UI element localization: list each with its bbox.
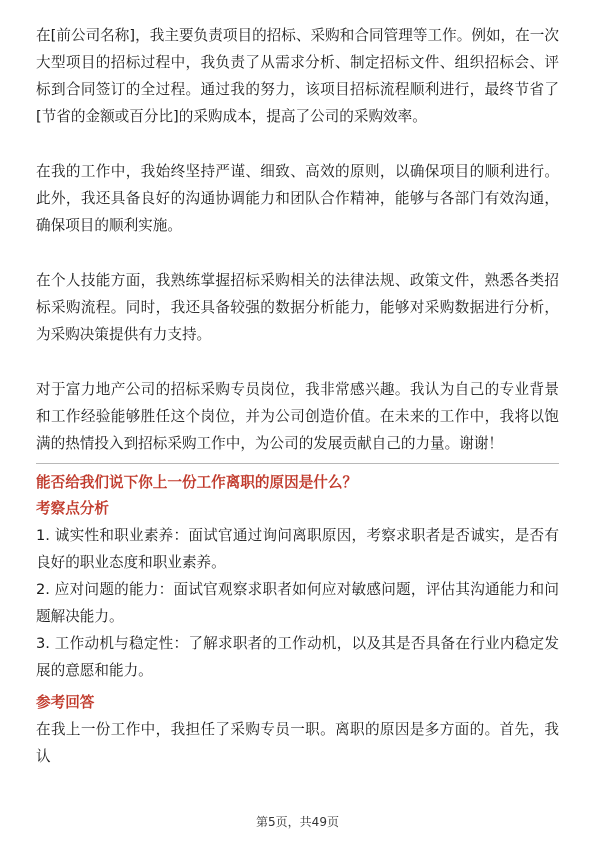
analysis-heading: 考察点分析 <box>36 500 109 517</box>
paragraph-interest: 对于富力地产公司的招标采购专员岗位，我非常感兴趣。我认为自己的专业背景和工作经验能够胜任这个岗位，并为公司创造价值。在未来的工作中，我将以饱满的热情投入到招标采购工作中，为公司的发展贡献自己的力量。谢谢！ <box>36 381 559 452</box>
paragraph-personal-skills: 在个人技能方面，我熟练掌握招标采购相关的法律法规、政策文件，熟悉各类招标采购流程。同时，我还具备较强的数据分析能力，能够对采购数据进行分析，为采购决策提供有力支持。 <box>36 272 559 343</box>
paragraph-work-principles: 在我的工作中，我始终坚持严谨、细致、高效的原则，以确保项目的顺利进行。此外，我还具备良好的沟通协调能力和团队合作精神，能够与各部门有效沟通，确保项目的顺利实施。 <box>36 163 559 234</box>
interview-question: 能否给我们说下你上一份工作离职的原因是什么？ <box>36 474 358 491</box>
spacer <box>36 348 559 376</box>
analysis-item: 2. 应对问题的能力：面试官观察求职者如何应对敏感问题，评估其沟通能力和问题解决能力。 <box>36 581 559 625</box>
spacer <box>36 130 559 158</box>
document-page <box>36 22 559 770</box>
spacer <box>36 239 559 267</box>
analysis-item: 3. 工作动机与稳定性：了解求职者的工作动机，以及其是否具备在行业内稳定发展的意愿和能力。 <box>36 635 559 679</box>
paragraph-previous-company: 在[前公司名称]，我主要负责项目的招标、采购和合同管理等工作。例如，在一次大型项目的招标过程中，我负责了从需求分析、制定招标文件、组织招标会、评标到合同签订的全过程。通过我的努力，该项目招标流程顺利进行，最终节省了[节省的金额或百分比]的采购成本，提高了公司的采购效率。 <box>36 27 559 125</box>
answer-heading: 参考回答 <box>36 694 95 711</box>
page-number-footer: 第5页，共49页 <box>256 815 339 829</box>
answer-text: 在我上一份工作中，我担任了采购专员一职。离职的原因是多方面的。首先，我认 <box>36 721 559 765</box>
analysis-item: 1. 诚实性和职业素养：面试官通过询问离职原因，考察求职者是否诚实，是否有良好的职业态度和职业素养。 <box>36 527 559 571</box>
section-divider <box>36 463 559 464</box>
